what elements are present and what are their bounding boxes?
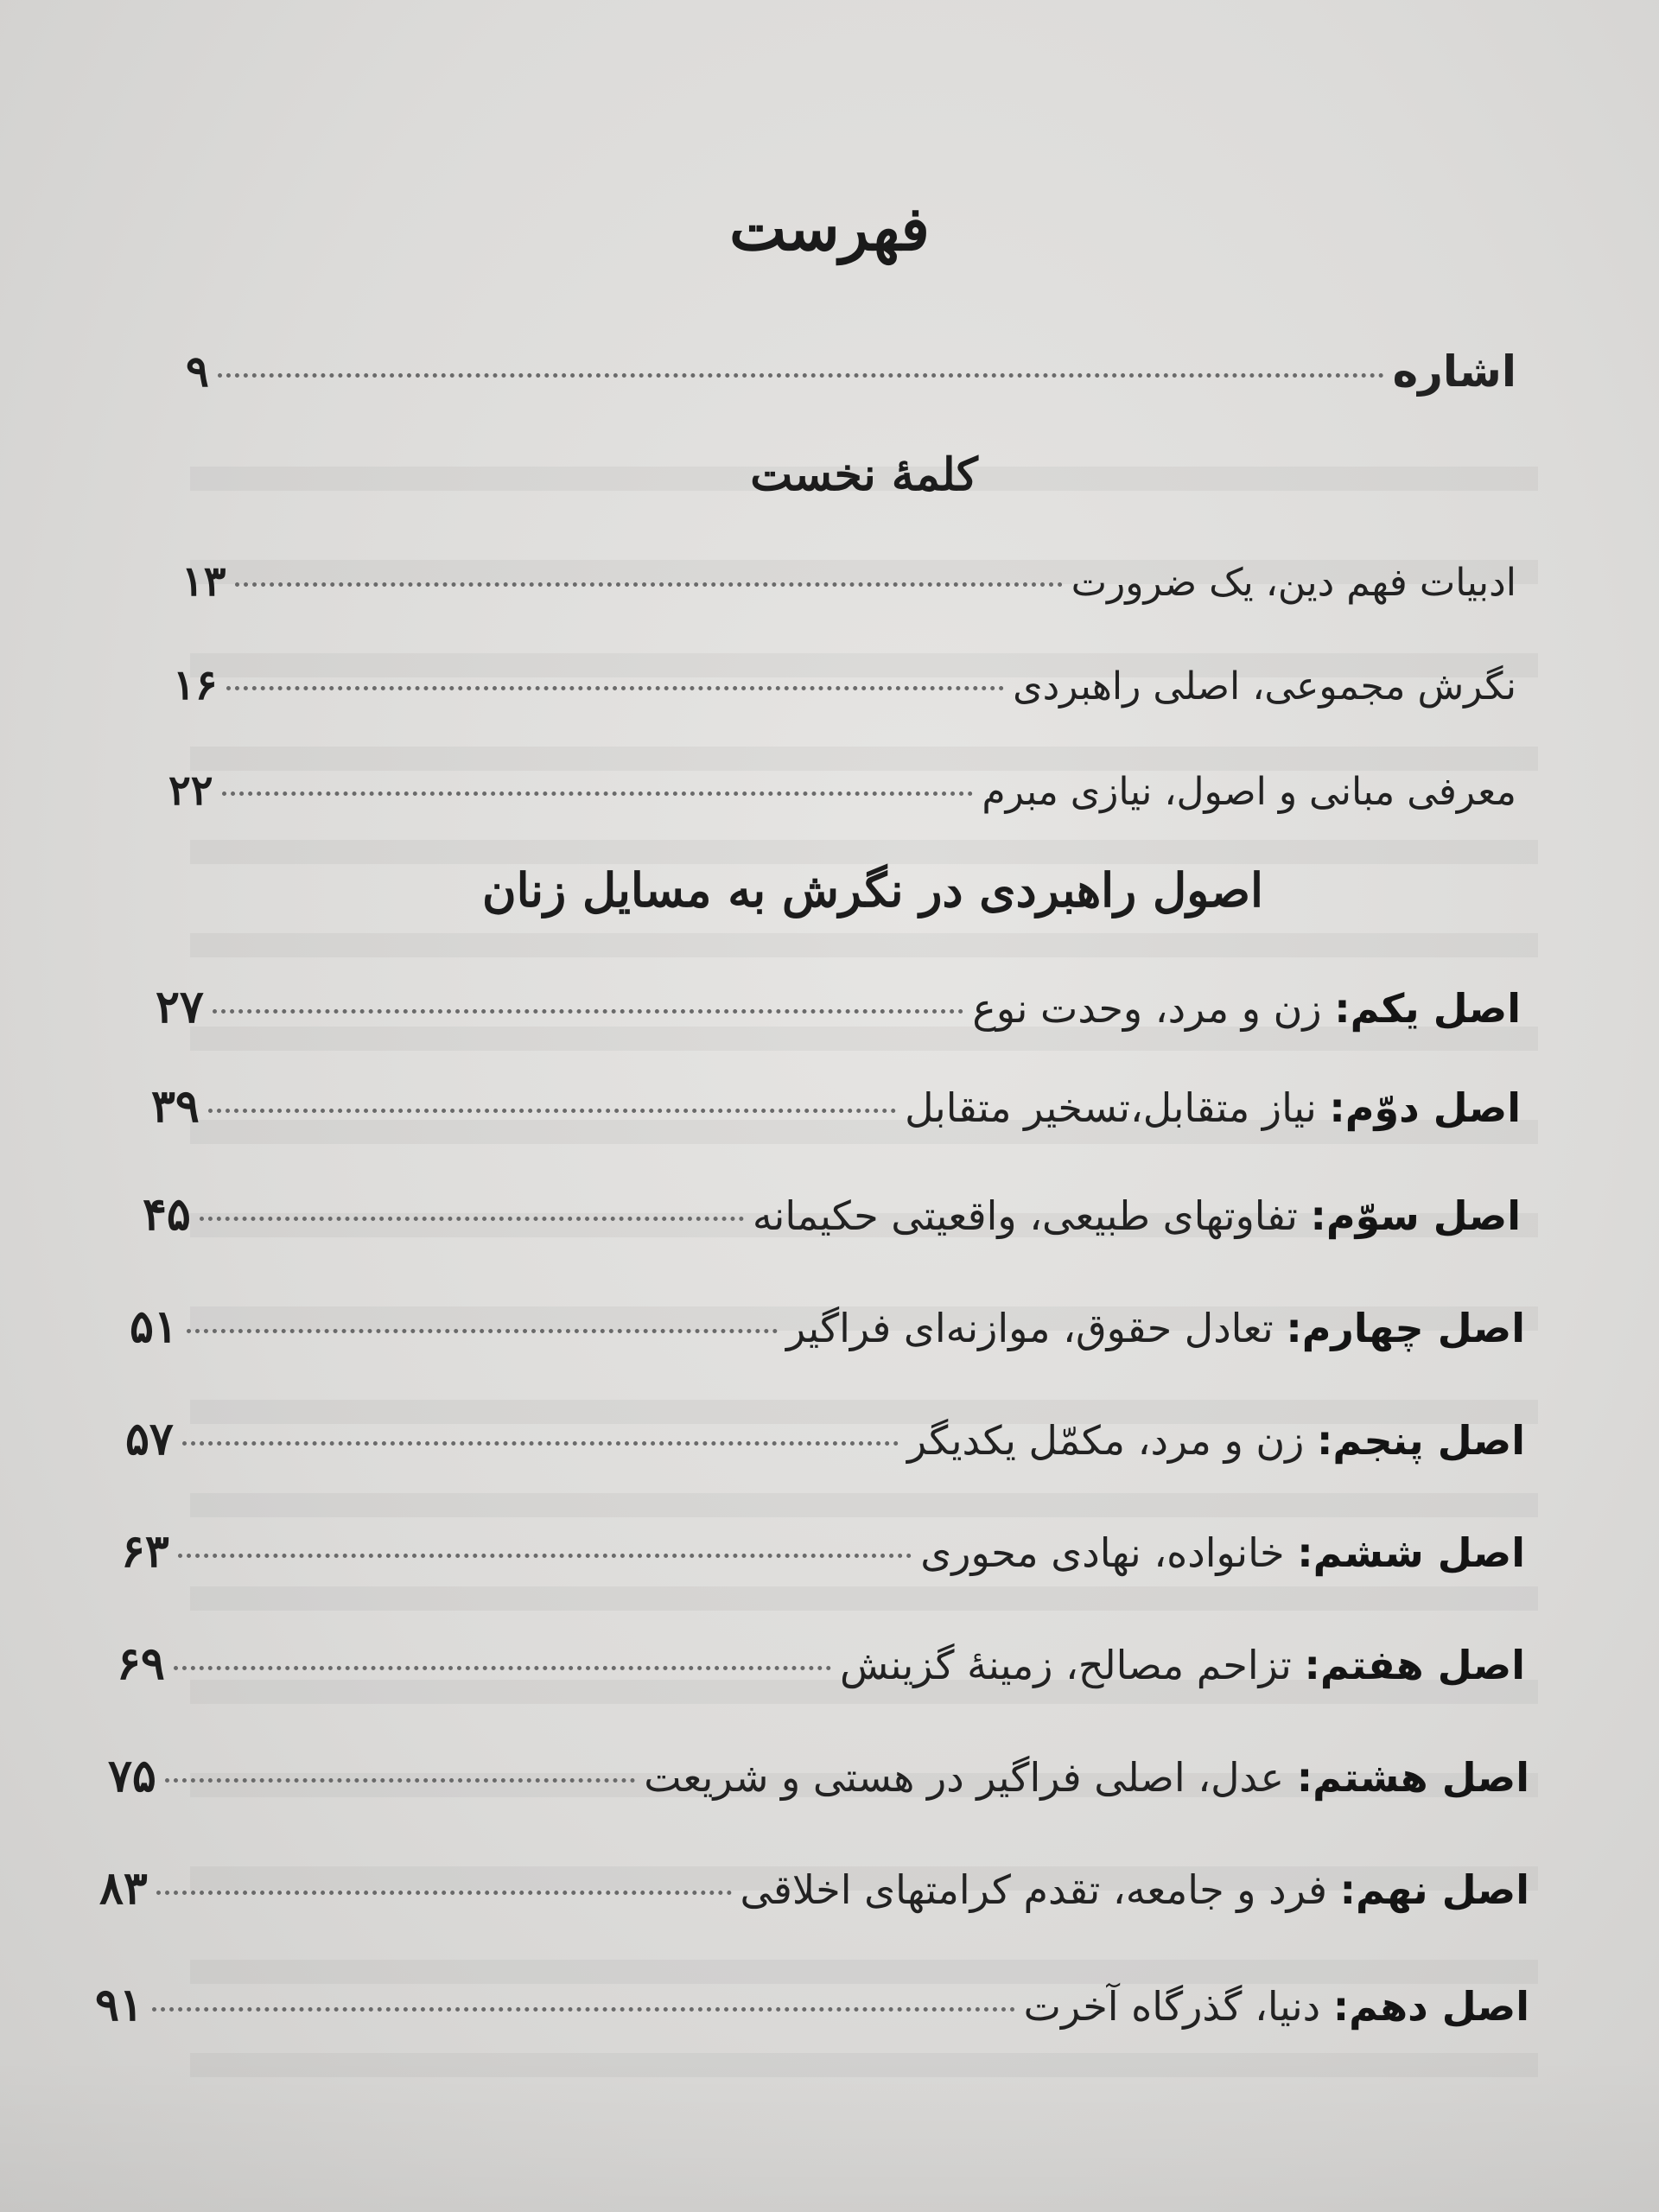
toc-entry-label: اشاره xyxy=(1392,346,1516,397)
toc-entry[interactable] xyxy=(99,1849,1529,1929)
toc-entry-page: ۲۷ xyxy=(156,981,204,1033)
section-heading: کلمهٔ نخست xyxy=(750,448,978,501)
toc-entry-page: ۵۷ xyxy=(125,1413,174,1465)
principle-number: اصل نهم: xyxy=(1339,1866,1529,1913)
principle-number: اصل هفتم: xyxy=(1304,1642,1525,1688)
principle-number: اصل چهارم: xyxy=(1286,1305,1525,1351)
toc-entry-label xyxy=(920,1513,1525,1592)
toc-entry[interactable] xyxy=(117,1624,1525,1705)
toc-entry-text: زن و مرد، وحدت نوع xyxy=(972,985,1335,1032)
toc-entry[interactable] xyxy=(125,1400,1525,1480)
toc-entry-text: دنیا، گذرگاه آخرت xyxy=(1023,1983,1333,2030)
toc-entry[interactable] xyxy=(121,1512,1525,1592)
dotted-leader xyxy=(187,1329,778,1333)
dotted-leader xyxy=(156,1891,732,1895)
toc-entry-page: ۶۹ xyxy=(117,1637,165,1690)
toc-entry[interactable] xyxy=(143,1175,1521,1255)
toc-entry-text: نیاز متقابل،تسخیر متقابل xyxy=(905,1084,1330,1131)
dotted-leader xyxy=(208,1109,896,1113)
toc-entry-text: تزاحم مصالح، زمینهٔ گزینش xyxy=(839,1642,1305,1688)
principle-number: اصل ششم: xyxy=(1297,1529,1525,1576)
dotted-leader xyxy=(178,1554,912,1558)
toc-entry-page: ۵۱ xyxy=(130,1300,178,1353)
toc-entry-label xyxy=(1071,544,1516,622)
dotted-leader xyxy=(218,373,1384,378)
principle-number: اصل یکم: xyxy=(1334,985,1521,1032)
toc-entry-label xyxy=(741,1850,1530,1929)
toc-entry[interactable] xyxy=(95,1966,1529,2046)
toc-entry[interactable] xyxy=(151,1067,1521,1147)
dotted-leader xyxy=(226,686,1005,690)
principle-number: اصل دهم: xyxy=(1332,1983,1529,2030)
section-heading: اصول راهبردی در نگرش به مسایل زنان xyxy=(481,862,1264,918)
page-shadow xyxy=(0,2056,1659,2212)
toc-entry-page: ۹ xyxy=(186,346,209,397)
toc-title: فهرست xyxy=(729,193,930,264)
dotted-leader xyxy=(174,1666,831,1670)
toc-entry-page: ۱۳ xyxy=(181,557,226,606)
toc-entry[interactable] xyxy=(156,968,1521,1048)
principle-number: اصل هشتم: xyxy=(1296,1754,1529,1801)
dotted-leader xyxy=(213,1009,964,1014)
toc-entry-page: ۹۱ xyxy=(95,1979,143,2031)
toc-entry-text: عدل، اصلی فراگیر در هستی و شریعت xyxy=(644,1754,1297,1801)
toc-entry-text: خانواده، نهادی محوری xyxy=(920,1529,1298,1576)
toc-entry-label xyxy=(1024,1967,1529,2046)
toc-entry[interactable] xyxy=(130,1287,1525,1368)
toc-entry-page: ۲۲ xyxy=(168,766,213,815)
toc-entry-text: تعادل حقوق، موازنه‌ای فراگیر xyxy=(785,1305,1287,1351)
toc-entry-label xyxy=(907,1401,1525,1480)
dotted-leader xyxy=(235,582,1063,587)
toc-entry-text: معرفی مبانی و اصول، نیازی مبرم xyxy=(982,770,1516,814)
dotted-leader xyxy=(165,1778,635,1783)
toc-entry-page: ۷۵ xyxy=(108,1750,156,1802)
toc-entry-intro[interactable] xyxy=(186,333,1516,410)
dotted-leader xyxy=(200,1217,744,1221)
dotted-leader xyxy=(182,1441,899,1446)
dotted-leader xyxy=(222,791,974,796)
principle-number: اصل دوّم: xyxy=(1329,1084,1521,1131)
toc-entry-page: ۱۶ xyxy=(173,661,218,709)
toc-entry-page: ۸۳ xyxy=(99,1862,148,1915)
toc-entry-label xyxy=(982,753,1516,831)
toc-entry[interactable] xyxy=(108,1737,1529,1817)
toc-entry-label xyxy=(644,1738,1529,1817)
toc-entry-label xyxy=(753,1176,1521,1255)
toc-entry-label xyxy=(840,1625,1525,1705)
toc-entry-text: زن و مرد، مکمّل یکدیگر xyxy=(906,1417,1318,1464)
toc-entry-text: ادبیات فهم دین، یک ضرورت xyxy=(1071,561,1516,605)
toc-entry-label xyxy=(786,1288,1525,1368)
principle-number: اصل پنجم: xyxy=(1317,1417,1525,1464)
toc-entry-text: فرد و جامعه، تقدم کرامتهای اخلاقی xyxy=(740,1866,1340,1913)
toc-entry-label xyxy=(972,969,1521,1048)
toc-entry-text: نگرش مجموعی، اصلی راهبردی xyxy=(1013,664,1516,709)
toc-entry-page: ۴۵ xyxy=(143,1188,191,1241)
principle-number: اصل سوّم: xyxy=(1310,1192,1521,1239)
dotted-leader xyxy=(152,2007,1015,2012)
toc-entry-label xyxy=(905,1068,1521,1147)
toc-entry[interactable] xyxy=(173,646,1516,726)
toc-entry[interactable] xyxy=(181,543,1516,622)
toc-entry-page: ۶۳ xyxy=(121,1525,169,1578)
toc-entry-page: ۳۹ xyxy=(151,1080,200,1133)
toc-entry[interactable] xyxy=(168,752,1516,831)
toc-entry-text: تفاوتهای طبیعی، واقعیتی حکیمانه xyxy=(752,1192,1311,1239)
toc-entry-label xyxy=(1013,648,1516,726)
